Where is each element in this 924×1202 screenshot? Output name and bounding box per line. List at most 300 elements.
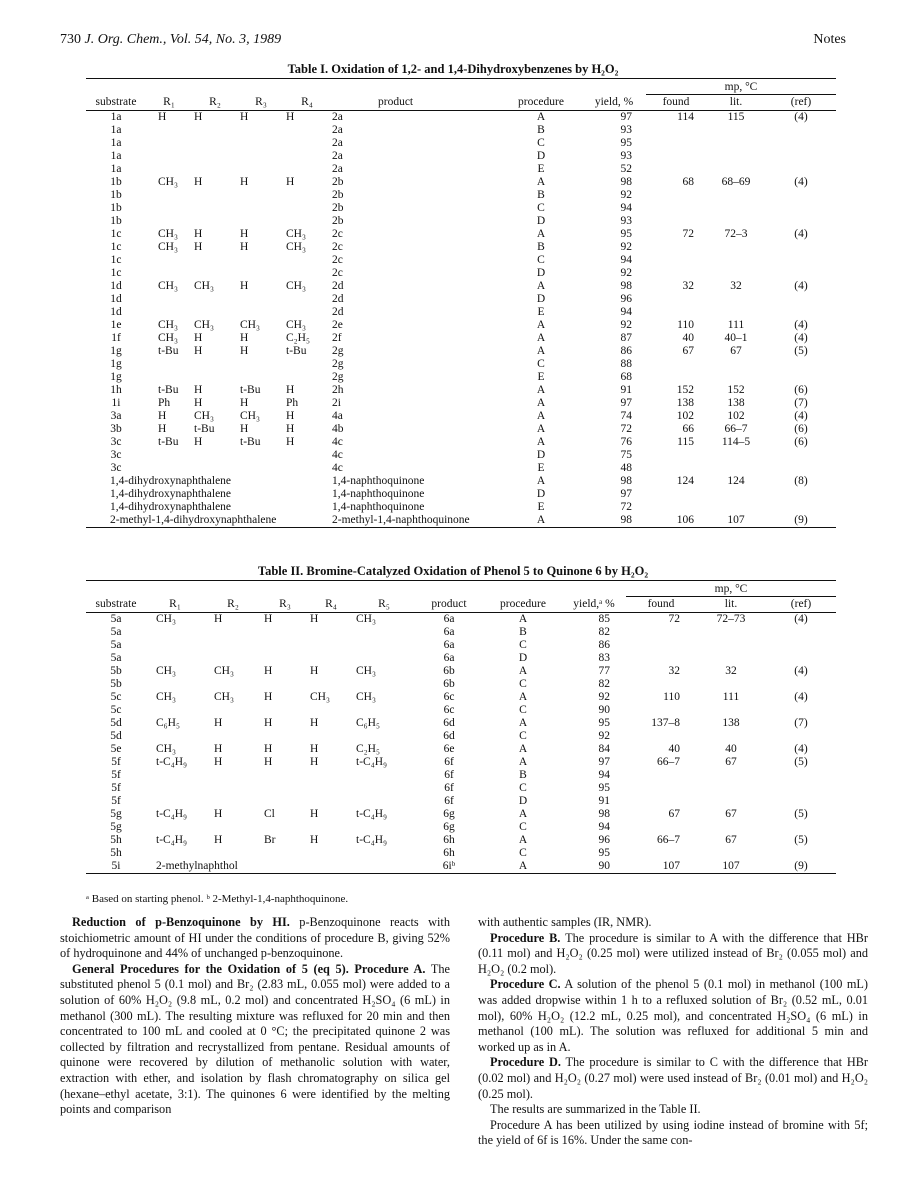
table1-caption: Table I. Oxidation of 1,2- and 1,4-Dihydroxybenzenes by H₂O₂ (287, 62, 619, 76)
table2-cell: H (310, 808, 319, 820)
table1-cell (192, 189, 238, 202)
table1-cell (146, 293, 192, 306)
table1-cell: 114–5 (721, 436, 751, 448)
table1-cell: 1d (110, 293, 122, 305)
table1-cell: CH₃ (194, 319, 214, 331)
table1-cell: 2g (332, 358, 344, 370)
table1-cell (192, 202, 238, 215)
table1-cell (284, 150, 330, 163)
table2-cell: 6d (443, 730, 455, 742)
table2-cell: 6f (444, 756, 454, 768)
table2-cell: H (310, 613, 319, 625)
table1-cell: CH₃ (286, 241, 306, 253)
table-row (86, 410, 836, 423)
table2-cell (262, 730, 308, 743)
table1-cell: (4) (794, 176, 808, 188)
table1-cell: 2-methyl-1,4-dihydroxynaphthalene (110, 514, 277, 526)
table2-cell (308, 769, 354, 782)
table1-cell (238, 358, 284, 371)
table-row (86, 730, 836, 743)
table2-cell (354, 652, 414, 665)
table2-cell: 67 (725, 834, 737, 846)
table1-cell: A (536, 319, 546, 331)
table1-cell (766, 189, 836, 202)
table-row (86, 241, 836, 254)
table1-cell: A (536, 280, 546, 292)
table1-cell (766, 462, 836, 475)
table1-cell: H (240, 241, 249, 253)
table2-cell (204, 639, 262, 652)
table1-cell: H (240, 397, 249, 409)
table1-cell (284, 163, 330, 176)
table1-cell: H (194, 176, 203, 188)
table2-cell: 6b (443, 678, 455, 690)
table1-cell (238, 449, 284, 462)
table1-cell (706, 462, 766, 475)
table1-cell: 1a (110, 163, 122, 175)
table-row (86, 371, 836, 384)
table1-cell: C (537, 137, 545, 149)
table2-cell: 5f (111, 795, 121, 807)
table2-cell: H (214, 613, 223, 625)
table1-cell: 2c (332, 228, 343, 240)
table1-cell: 2c (332, 267, 343, 279)
table1-cell: H (194, 332, 203, 344)
table2-cell: 94 (598, 821, 610, 833)
table1-cell: 4c (332, 462, 343, 474)
table-row (86, 639, 836, 652)
table2-cell (308, 626, 354, 639)
table1-cell (706, 137, 766, 150)
table2-cell: 6iᵇ (442, 860, 456, 872)
table2-cell: (5) (794, 756, 808, 768)
table1-cell: CH₃ (158, 319, 178, 331)
table1-cell (706, 150, 766, 163)
table2-cell: H (264, 665, 273, 677)
table1-cell (192, 215, 238, 228)
table-row (86, 124, 836, 137)
table1-cell: 72 (620, 423, 632, 435)
table1-cell: 74 (620, 410, 632, 422)
table-row (86, 254, 836, 267)
table-row (86, 228, 836, 241)
table1-cell: 1b (110, 176, 122, 188)
table-row (86, 821, 836, 834)
table1-cell: E (537, 371, 545, 383)
table2-cell: C (519, 821, 527, 833)
right-column (478, 915, 868, 1149)
table1-cell: 68–69 (721, 176, 751, 188)
table2-cell: CH₃ (156, 665, 176, 677)
table2-cell (766, 639, 836, 652)
table1-cell: 94 (620, 254, 632, 266)
table1-cell: 2-methyl-1,4-naphthoquinone (332, 514, 470, 526)
table2-cell: 5i (111, 860, 121, 872)
table1-cell: 1a (110, 124, 122, 136)
table1-cell: 2b (332, 189, 344, 201)
table2-cell (146, 652, 204, 665)
table1-cell (646, 449, 706, 462)
table1-cell: H (194, 345, 203, 357)
table1-cell: 87 (620, 332, 632, 344)
table2-cell (766, 795, 836, 808)
table1-cell: 2c (332, 254, 343, 266)
table2-cell (146, 626, 204, 639)
table1-col-header: R₂ (209, 95, 221, 108)
table1-cell: CH₃ (286, 228, 306, 240)
table1-cell (284, 124, 330, 137)
table2-cell (354, 769, 414, 782)
table2-cell: CH₃ (214, 691, 234, 703)
table2-cell (308, 678, 354, 691)
table1-cell (192, 306, 238, 319)
table-row (86, 202, 836, 215)
table1-cell (146, 371, 192, 384)
table1-cell: 1b (110, 202, 122, 214)
table1-cell: 110 (677, 319, 694, 331)
table1-cell: A (536, 332, 546, 344)
table1-cell: 2f (332, 332, 342, 344)
table2-cell (626, 678, 696, 691)
table1-cell (238, 462, 284, 475)
table1-cell: 102 (727, 410, 745, 422)
table1-cell: 3c (110, 436, 122, 448)
table2-cell: 5f (111, 782, 121, 794)
table1-cell (706, 293, 766, 306)
table2-cell: 72 (668, 613, 680, 625)
table1-cell: 67 (682, 345, 694, 357)
table1-cell: 115 (727, 111, 745, 123)
table1-cell (238, 267, 284, 280)
table2-col-header: R₅ (378, 597, 390, 610)
table1-cell: 2g (332, 371, 344, 383)
table2-cell (308, 704, 354, 717)
table1-cell (706, 254, 766, 267)
table1-cell: A (536, 397, 546, 409)
table2-cell: A (518, 691, 528, 703)
table-row (86, 678, 836, 691)
table2-col-header: procedure (500, 597, 546, 610)
table1-cell: 93 (620, 150, 632, 162)
table2-cell: C (519, 678, 527, 690)
table1-cell: H (158, 423, 167, 435)
table2-cell (308, 847, 354, 860)
table1-cell (706, 306, 766, 319)
paragraph (60, 962, 450, 1118)
table2-cell: 95 (598, 847, 610, 859)
table1-cell: 2b (332, 176, 344, 188)
table1-cell (284, 371, 330, 384)
table1-cell: H (194, 397, 203, 409)
table1-cell (646, 215, 706, 228)
table2-cell: t-C₄H₉ (356, 808, 388, 820)
table1-cell (766, 371, 836, 384)
table1-cell (192, 462, 238, 475)
table-row (86, 847, 836, 860)
table1-cell (646, 358, 706, 371)
table1-cell (146, 150, 192, 163)
table2-col-header: found (647, 598, 675, 610)
table-row (86, 704, 836, 717)
table1-col-header: R₄ (301, 95, 313, 108)
table1-cell (146, 124, 192, 137)
table2-cell: 82 (598, 678, 610, 690)
table1-cell (284, 462, 330, 475)
table2-cell (696, 626, 766, 639)
paragraph-text: The procedure is similar to A with the difference that HBr (0.11 mol) and H₂O₂ (0.25 mol) were utilized instead of Br₂ (0.055 mol) and H₂O₂ (0.2 mol). (478, 930, 868, 976)
table1-cell: (4) (794, 332, 808, 344)
table1-cell: B (537, 124, 545, 136)
table-row (86, 514, 836, 528)
table1-cell (706, 501, 766, 514)
table1-cell: H (286, 176, 295, 188)
table1-cell: 95 (620, 137, 632, 149)
table1-cell (646, 371, 706, 384)
table2-cell (354, 821, 414, 834)
table2-cell (766, 678, 836, 691)
table1-cell (146, 163, 192, 176)
table1-cell: 2a (332, 163, 343, 175)
table2-cell: 5b (110, 665, 122, 677)
table1-cell: t-Bu (158, 345, 179, 357)
table-row (86, 267, 836, 280)
table1-cell (766, 306, 836, 319)
table2-cell: (7) (794, 717, 808, 729)
table2-cell: A (518, 613, 528, 625)
table1-cell (146, 215, 192, 228)
table1-cell: D (536, 293, 546, 305)
table-row (86, 462, 836, 475)
table1-cell: E (537, 306, 545, 318)
table1-cell: H (240, 345, 249, 357)
table1-cell: H (286, 436, 295, 448)
table1-cell: E (537, 163, 545, 175)
table1-cell: 88 (620, 358, 632, 370)
table2-cell: 92 (598, 691, 610, 703)
table2-cell: 110 (663, 691, 680, 703)
table1-col-header: (ref) (790, 96, 812, 108)
table1-cell: (6) (794, 436, 808, 448)
table1-cell (706, 202, 766, 215)
table1-cell: 1d (110, 280, 122, 292)
paragraph-heading: Reduction of p-Benzoquinone by HI. (72, 915, 290, 929)
table1-cell (766, 358, 836, 371)
table1-cell: H (286, 410, 295, 422)
table2-cell: 6h (443, 834, 455, 846)
table1-cell (766, 163, 836, 176)
table-row (86, 319, 836, 332)
table1-cell: 107 (727, 514, 745, 526)
table1-cell (646, 293, 706, 306)
table2-cell: 5e (110, 743, 122, 755)
table-row (86, 808, 836, 821)
table2-cell: 6d (443, 717, 455, 729)
table1-cell: H (194, 111, 203, 123)
table2-cell (262, 704, 308, 717)
table1-cell: 32 (730, 280, 742, 292)
table1-cell: 75 (620, 449, 632, 461)
table1-cell: 102 (676, 410, 694, 422)
table2-col-header: product (431, 597, 467, 610)
paragraph-text: The procedure is similar to C with the difference that HBr (0.02 mol) and H₂O₂ (0.27 mol) were used instead of Br₂ (0.01 mol) and H₂O₂ (0.25 mol). (478, 1055, 868, 1101)
table2-cell (766, 847, 836, 860)
table1-cell: 92 (620, 319, 632, 331)
table1-cell (766, 150, 836, 163)
table1-cell (766, 202, 836, 215)
table1-cell: 1,4-dihydroxynaphthalene (110, 501, 232, 513)
table1-cell: 2b (332, 202, 344, 214)
table1-cell: Ph (286, 397, 299, 409)
table1-cell: 93 (620, 124, 632, 136)
table-row (86, 150, 836, 163)
table2-cell (766, 626, 836, 639)
table2-cell: CH₃ (156, 743, 176, 755)
table2-cell: CH₃ (356, 665, 376, 677)
table2-cell: Cl (264, 808, 275, 820)
table1-cell: CH₃ (158, 280, 178, 292)
table2-cell: H (214, 756, 223, 768)
table1-cell (146, 358, 192, 371)
table1-cell: C (537, 254, 545, 266)
table2-cell: 82 (598, 626, 610, 638)
table-row (86, 345, 836, 358)
table-row (86, 665, 836, 678)
table1-cell (192, 371, 238, 384)
table1-cell: 32 (682, 280, 694, 292)
table1-cell: 3c (110, 449, 122, 461)
table1-cell (646, 202, 706, 215)
table2-cell (766, 652, 836, 665)
table2-cell: B (519, 626, 527, 638)
table1-cell: 72 (620, 501, 632, 513)
table-row (86, 691, 836, 704)
paragraph-text: Procedure A has been utilized by using iodine instead of bromine with 5f; the yield of 6f is 16%. Under the same con- (478, 1117, 868, 1148)
table1-cell: 72 (682, 228, 694, 240)
table1-cell: H (286, 111, 295, 123)
table2-cell: 32 (725, 665, 737, 677)
table1-cell (284, 293, 330, 306)
table2-cell: 5f (111, 756, 121, 768)
table2-cell: 6c (443, 704, 455, 716)
table2-cell: 40 (725, 743, 737, 755)
table2-cell (766, 782, 836, 795)
table1-cell (766, 267, 836, 280)
table2-cell: A (518, 808, 528, 820)
table2-cell (204, 704, 262, 717)
table2-cell: 85 (598, 613, 610, 625)
table2-cell (696, 730, 766, 743)
table1-cell: 152 (727, 384, 745, 396)
table1-cell: (4) (794, 319, 808, 331)
table2-cell (696, 678, 766, 691)
table2-cell (146, 639, 204, 652)
table2-cell: 83 (598, 652, 610, 664)
table2-cell: 67 (668, 808, 680, 820)
table-row (86, 358, 836, 371)
table1-cell (284, 202, 330, 215)
table1-cell (146, 462, 192, 475)
table1-cell: CH₃ (286, 280, 306, 292)
table1-cell: 1b (110, 189, 122, 201)
table1-cell: t-Bu (194, 423, 215, 435)
table2-cell: A (518, 743, 528, 755)
table1-cell: 98 (620, 514, 632, 526)
table2-col-header: yield,ᵃ % (573, 597, 615, 610)
table2-cell (262, 795, 308, 808)
table2-cell: 138 (722, 717, 740, 729)
table2-cell (626, 730, 696, 743)
table1-cell: 4c (332, 449, 343, 461)
table1-cell: (4) (794, 410, 808, 422)
table1-cell: 92 (620, 241, 632, 253)
table1-cell (238, 163, 284, 176)
table2-col-header: substrate (95, 597, 137, 610)
table1-cell (646, 150, 706, 163)
table2-cell: 6a (443, 639, 455, 651)
table1-cell: 95 (620, 228, 632, 240)
table2-cell (354, 639, 414, 652)
table1-cell: 1g (110, 371, 122, 383)
table1-cell (238, 124, 284, 137)
table2-cell: B (519, 769, 527, 781)
table1-cell: D (536, 267, 546, 279)
table1-cell: 1a (110, 111, 122, 123)
table2-cell (262, 639, 308, 652)
table1-cell (146, 202, 192, 215)
table1-cell: 152 (676, 384, 694, 396)
table1-cell: D (536, 215, 546, 227)
table1-cell: 1,4-dihydroxynaphthalene (110, 475, 232, 487)
table2-cell: 96 (598, 834, 610, 846)
table1-col-header: substrate (95, 95, 137, 108)
table2-cell: 77 (598, 665, 610, 677)
table2-cell: CH₃ (156, 613, 176, 625)
table2-cell: D (518, 652, 528, 664)
paragraph (60, 915, 450, 962)
table1-cell: 40–1 (724, 332, 748, 344)
table1-cell: H (286, 423, 295, 435)
table-row (86, 756, 836, 769)
table1-cell: C (537, 202, 545, 214)
table-row (86, 397, 836, 410)
table1-cell (284, 358, 330, 371)
table-row (86, 717, 836, 730)
table2-cell (354, 730, 414, 743)
table1-cell (238, 215, 284, 228)
table1-cell (238, 293, 284, 306)
table1-cell (284, 306, 330, 319)
table2-cell (626, 782, 696, 795)
table2-cell: A (518, 717, 528, 729)
table2-cell (204, 730, 262, 743)
table1-cell (706, 241, 766, 254)
table1-cell (706, 488, 766, 501)
table2-cell (766, 730, 836, 743)
table2-cell: 66–7 (657, 756, 680, 768)
table2-cell: 91 (598, 795, 610, 807)
table2-cell: C (519, 704, 527, 716)
table1-col-header: R₃ (255, 95, 267, 108)
table2-cell (696, 704, 766, 717)
table1-cell (646, 488, 706, 501)
table1-cell: A (536, 384, 546, 396)
table1-col-header: product (378, 95, 414, 108)
table2-cell: (4) (794, 613, 808, 625)
table1-cell: 138 (727, 397, 745, 409)
table2-cell (766, 704, 836, 717)
table1-cell: H (194, 241, 203, 253)
table2-cell: 92 (598, 730, 610, 742)
